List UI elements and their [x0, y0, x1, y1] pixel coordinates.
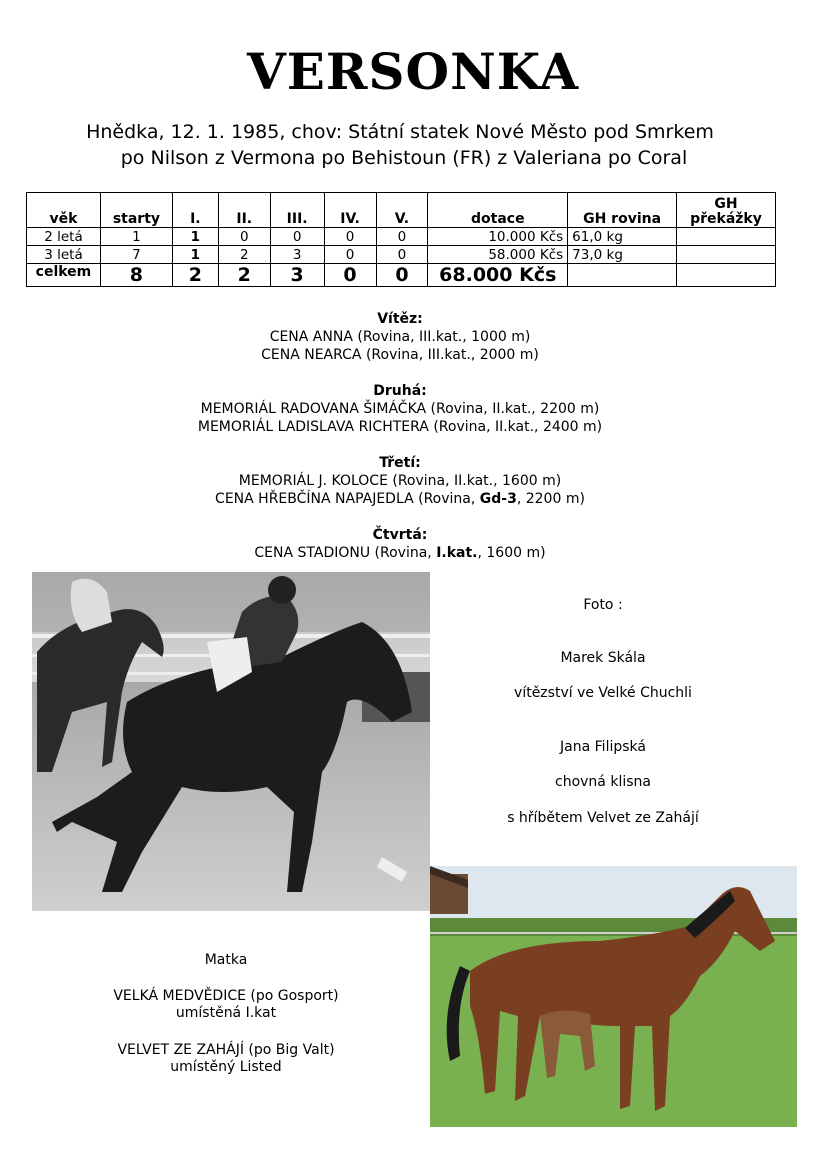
cell-prize: 58.000 Kčs [428, 246, 568, 264]
dam-line-3: VELVET ZE ZAHÁJÍ (po Big Valt) [117, 1042, 335, 1058]
header-fifth: V. [376, 193, 428, 228]
race-line: MEMORIÁL J. KOLOCE (Rovina, II.kat., 1600 m) [238, 473, 562, 489]
photo-caption-2a: chovná klisna [555, 774, 651, 790]
winner-heading: Vítěz: [377, 311, 423, 327]
table-row [27, 228, 776, 246]
header-first: I. [172, 193, 218, 228]
total-fifth: 0 [376, 264, 428, 287]
third-heading: Třetí: [379, 455, 421, 471]
header-third: III. [270, 193, 324, 228]
race-stats-table [26, 192, 776, 287]
subtitle-breeding: Hnědka, 12. 1. 1985, chov: Státní statek Nové Město pod Smrkem [86, 121, 714, 143]
dam-label: Matka [204, 952, 248, 968]
total-third: 3 [270, 264, 324, 287]
race-line: MEMORIÁL LADISLAVA RICHTERA (Rovina, II.kat., 2400 m) [197, 419, 603, 435]
fourth-heading: Čtvrtá: [372, 527, 428, 543]
cell-gh-jumps [676, 246, 775, 264]
race-photo [32, 572, 430, 911]
total-starts: 8 [100, 264, 172, 287]
table-row [27, 246, 776, 264]
cell-gh-flat: 61,0 kg [568, 228, 677, 246]
cell-second: 0 [218, 228, 270, 246]
cell-starts: 7 [100, 246, 172, 264]
header-fourth: IV. [324, 193, 376, 228]
cell-prize: 10.000 Kčs [428, 228, 568, 246]
cell-first: 1 [172, 228, 218, 246]
header-prize: dotace [428, 193, 568, 228]
photo-author-2: Jana Filipská [560, 739, 646, 755]
total-second: 2 [218, 264, 270, 287]
header-age: věk [27, 193, 101, 228]
photo-caption-2b: s hříbětem Velvet ze Zahájí [507, 810, 699, 826]
photo-author-1: Marek Skála [560, 650, 646, 666]
total-gh-jumps [676, 264, 775, 287]
race-line: CENA ANNA (Rovina, III.kat., 1000 m) [269, 329, 531, 345]
dam-line-2: umístěná I.kat [175, 1005, 277, 1021]
cell-gh-flat: 73,0 kg [568, 246, 677, 264]
cell-age: 3 letá [27, 246, 101, 264]
second-heading: Druhá: [373, 383, 427, 399]
header-gh-jumps: GH překážky [676, 193, 775, 228]
cell-starts: 1 [100, 228, 172, 246]
race-line: CENA NEARCA (Rovina, III.kat., 2000 m) [261, 347, 539, 363]
cell-first: 1 [172, 246, 218, 264]
total-prize: 68.000 Kčs [428, 264, 568, 287]
mare-foal-photo [430, 866, 797, 1127]
race-line: CENA STADIONU (Rovina, I.kat., 1600 m) [254, 545, 546, 561]
cell-third: 0 [270, 228, 324, 246]
race-line: CENA HŘEBČÍNA NAPAJEDLA (Rovina, Gd-3, 2200 m) [215, 491, 585, 507]
header-starts: starty [100, 193, 172, 228]
page-title: VERSONKA [246, 42, 580, 101]
photo-caption-1: vítězství ve Velké Chuchli [514, 685, 692, 701]
cell-age: 2 letá [27, 228, 101, 246]
photo-label: Foto : [583, 597, 623, 613]
cell-third: 3 [270, 246, 324, 264]
dam-line-1: VELKÁ MEDVĚDICE (po Gosport) [113, 988, 339, 1004]
table-total-row [27, 264, 776, 287]
total-fourth: 0 [324, 264, 376, 287]
cell-fourth: 0 [324, 246, 376, 264]
dam-line-4: umístěný Listed [170, 1059, 282, 1075]
cell-fifth: 0 [376, 228, 428, 246]
cell-second: 2 [218, 246, 270, 264]
race-results [0, 310, 800, 562]
cell-fourth: 0 [324, 228, 376, 246]
header-second: II. [218, 193, 270, 228]
total-label: celkem [27, 264, 101, 287]
cell-gh-jumps [676, 228, 775, 246]
header-gh-flat: GH rovina [568, 193, 677, 228]
cell-fifth: 0 [376, 246, 428, 264]
subtitle-pedigree: po Nilson z Vermona po Behistoun (FR) z Valeriana po Coral [120, 147, 688, 169]
race-line: MEMORIÁL RADOVANA ŠIMÁČKA (Rovina, II.kat., 2200 m) [200, 401, 600, 417]
total-first: 2 [172, 264, 218, 287]
table-header-row [27, 193, 776, 228]
total-gh-flat [568, 264, 677, 287]
